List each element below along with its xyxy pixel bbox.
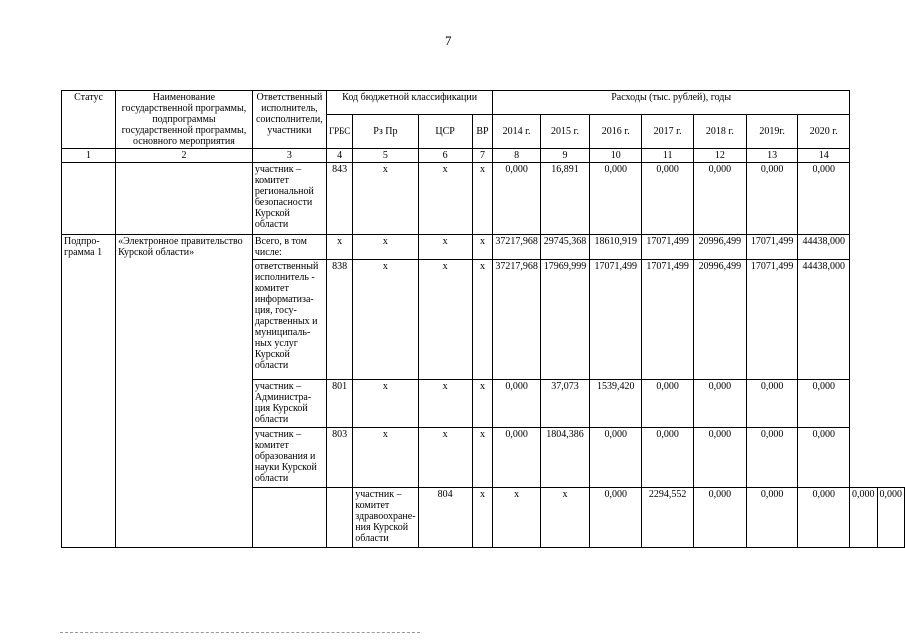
page-number: 7 — [445, 33, 452, 48]
table-row — [62, 235, 905, 260]
value-cell: 0,000 — [798, 163, 850, 235]
program-name-cell: «Электронное правительство Курской области» — [116, 235, 253, 548]
header-rz-pr: Рз Пр — [353, 115, 418, 149]
grbs-cell: 801 — [326, 380, 352, 428]
value-cell: 0,000 — [798, 380, 850, 428]
value-cell: 0,000 — [642, 428, 694, 488]
header-grbs: ГРБС — [326, 115, 352, 149]
grbs-cell: 803 — [326, 428, 352, 488]
rz-pr-cell: х — [472, 488, 493, 548]
value-cell: 0,000 — [493, 380, 541, 428]
header-year: 2014 г. — [493, 115, 541, 149]
value-cell: 18610,919 — [590, 235, 642, 260]
column-index: 1 — [62, 149, 116, 163]
rz-pr-cell: х — [353, 260, 418, 380]
header-expenses: Расходы (тыс. рублей), годы — [493, 91, 850, 115]
header-responsible: Ответственный исполнитель, соисполнители, участники — [252, 91, 326, 149]
csr-cell: х — [418, 380, 472, 428]
column-index: 11 — [642, 149, 694, 163]
responsible-cell: участник – Администра-ция Курской области — [252, 380, 326, 428]
value-cell: 0,000 — [590, 488, 642, 548]
status-cell — [62, 163, 116, 235]
header-vr: ВР — [472, 115, 493, 149]
budget-table — [61, 90, 905, 548]
column-index: 3 — [252, 149, 326, 163]
value-cell: 0,000 — [642, 163, 694, 235]
value-cell: 20996,499 — [693, 260, 746, 380]
responsible-cell: участник – комитет здравоохране-ния Курской области — [353, 488, 418, 548]
rz-pr-cell: х — [353, 428, 418, 488]
program-name-cell — [116, 163, 253, 235]
value-cell: 0,000 — [877, 488, 905, 548]
column-index: 12 — [693, 149, 746, 163]
csr-cell: х — [418, 163, 472, 235]
value-cell: 0,000 — [693, 163, 746, 235]
column-index: 8 — [493, 149, 541, 163]
value-cell: 44438,000 — [798, 260, 850, 380]
csr-cell: х — [418, 428, 472, 488]
value-cell: 1804,386 — [540, 428, 589, 488]
column-index: 4 — [326, 149, 352, 163]
header-year: 2017 г. — [642, 115, 694, 149]
column-index: 2 — [116, 149, 253, 163]
csr-cell: х — [418, 235, 472, 260]
header-program-name: Наименование государственной программы, подпрограммы государственной программы, основного мероприятия — [116, 91, 253, 149]
value-cell: 0,000 — [746, 380, 798, 428]
rz-pr-cell: х — [353, 235, 418, 260]
value-cell: 20996,499 — [693, 235, 746, 260]
value-cell: 17071,499 — [642, 235, 694, 260]
vr-cell: х — [472, 380, 493, 428]
value-cell: 0,000 — [746, 488, 798, 548]
value-cell: 1539,420 — [590, 380, 642, 428]
header-budget-code: Код бюджетной классификации — [326, 91, 492, 115]
vr-cell: х — [540, 488, 589, 548]
column-index: 7 — [472, 149, 493, 163]
vr-cell: х — [472, 163, 493, 235]
csr-cell: х — [493, 488, 541, 548]
header-year: 2016 г. — [590, 115, 642, 149]
header-year: 2020 г. — [798, 115, 850, 149]
header-year: 2018 г. — [693, 115, 746, 149]
value-cell: 0,000 — [746, 428, 798, 488]
scan-artifact-line — [60, 632, 420, 633]
value-cell: 0,000 — [798, 488, 850, 548]
grbs-cell: 838 — [326, 260, 352, 380]
header-year: 2015 г. — [540, 115, 589, 149]
vr-cell: х — [472, 428, 493, 488]
rz-pr-cell: х — [353, 380, 418, 428]
value-cell: 0,000 — [693, 380, 746, 428]
value-cell: 37217,968 — [493, 235, 541, 260]
value-cell: 0,000 — [493, 163, 541, 235]
responsible-cell: ответственный исполнитель - комитет информатиза-ция, госу-дарственных и муниципаль-ных услуг Курской области — [252, 260, 326, 380]
grbs-cell: 804 — [418, 488, 472, 548]
value-cell: 0,000 — [590, 428, 642, 488]
vr-cell: х — [472, 235, 493, 260]
column-index: 10 — [590, 149, 642, 163]
responsible-cell: участник – комитет образования и науки Курской области — [252, 428, 326, 488]
responsible-cell: Всего, в том числе: — [252, 235, 326, 260]
value-cell: 0,000 — [850, 488, 878, 548]
value-cell: 17969,999 — [540, 260, 589, 380]
value-cell: 17071,499 — [746, 235, 798, 260]
csr-cell: х — [418, 260, 472, 380]
header-year: 2019г. — [746, 115, 798, 149]
value-cell: 0,000 — [746, 163, 798, 235]
grbs-cell: х — [326, 235, 352, 260]
responsible-cell: участник – комитет региональной безопасности Курской области — [252, 163, 326, 235]
value-cell: 0,000 — [798, 428, 850, 488]
vr-cell: х — [472, 260, 493, 380]
column-index: 5 — [353, 149, 418, 163]
header-status: Статус — [62, 91, 116, 149]
value-cell: 0,000 — [590, 163, 642, 235]
value-cell: 16,891 — [540, 163, 589, 235]
status-cell: Подпро-грамма 1 — [62, 235, 116, 548]
value-cell: 37,073 — [540, 380, 589, 428]
value-cell: 2294,552 — [642, 488, 694, 548]
value-cell: 17071,499 — [642, 260, 694, 380]
value-cell: 17071,499 — [590, 260, 642, 380]
value-cell: 0,000 — [642, 380, 694, 428]
column-index: 9 — [540, 149, 589, 163]
column-index: 13 — [746, 149, 798, 163]
value-cell: 29745,368 — [540, 235, 589, 260]
value-cell: 37217,968 — [493, 260, 541, 380]
rz-pr-cell: х — [353, 163, 418, 235]
column-index: 14 — [798, 149, 850, 163]
value-cell: 0,000 — [693, 488, 746, 548]
column-index: 6 — [418, 149, 472, 163]
value-cell: 44438,000 — [798, 235, 850, 260]
table-row — [62, 163, 905, 235]
value-cell: 0,000 — [693, 428, 746, 488]
column-index-row — [62, 149, 905, 163]
grbs-cell: 843 — [326, 163, 352, 235]
value-cell: 0,000 — [493, 428, 541, 488]
header-csr: ЦСР — [418, 115, 472, 149]
value-cell: 17071,499 — [746, 260, 798, 380]
